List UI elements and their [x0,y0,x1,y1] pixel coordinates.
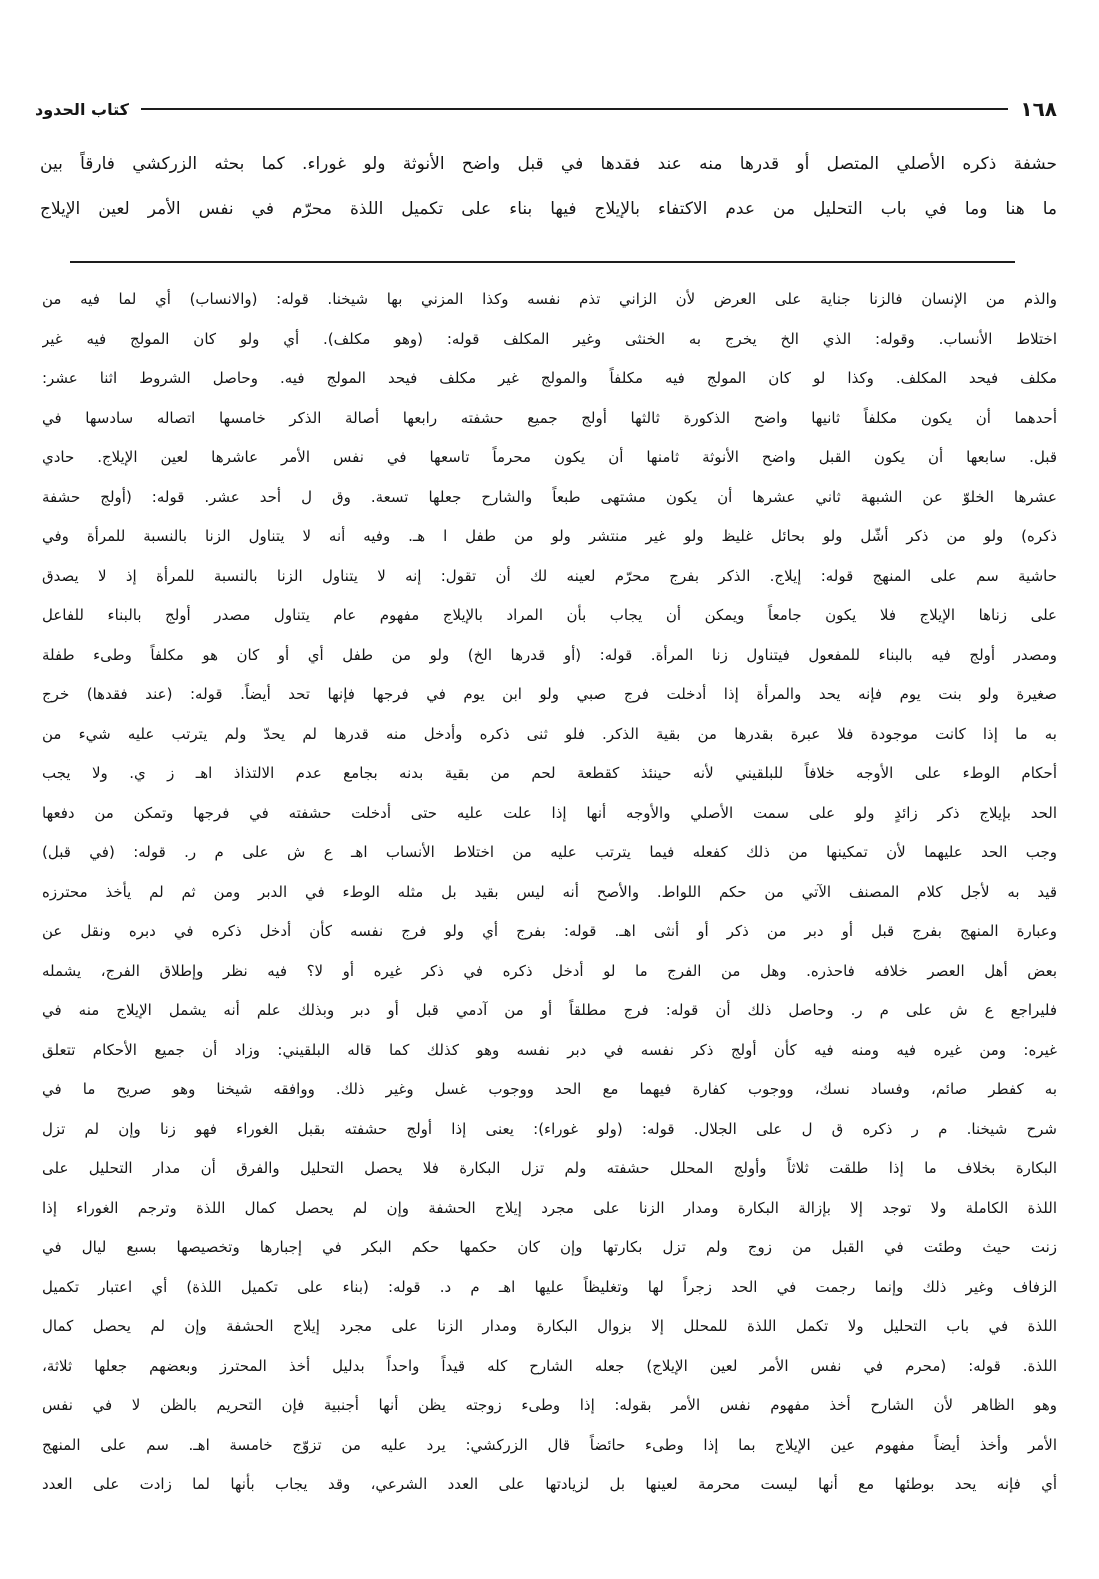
commentary-line: بعض أهل العصر خلافه فاحذره. وهل من الفرج ما لو أدخل ذكره في ذكر غيره أو لا؟ فيه نظر وإطلاق الفرج، يشمله [42,961,1057,980]
commentary-line: صغيرة ولو بنت يوم فإنه يحد والمرأة إذا أدخلت فرج صبي ولو ابن يوم في فرجها فإنها تحد أيضاً. قوله: (عند فقدها) خرج [42,685,1057,703]
commentary-line: عشرها الخلوّ عن الشبهة ثاني عشرها أن يكون مشتهى طبعاً والشارح جعلها تسعة. وق ل أحد عشر. قوله: (أولج حشفة [42,487,1057,506]
commentary-line: ومصدر أولج فيه بالبناء للمفعول فيتناول زنا المرأة. قوله: (أو قدرها الخ) ولو من طفل أي أو كان هو مكلفاً وطىء طفلة [42,645,1057,664]
main-text-line: ما هنا وما في باب التحليل من عدم الاكتفاء بالإيلاج فيها بناء على تكميل اللذة محرّم في نفس الأمر لعين الإيلاج [40,199,1057,219]
commentary-line: قيد به لأجل كلام المصنف الآتي من حكم اللواط. والأصح أنه ليس بقيد بل مثله الوطء في الدبر ومن ثم لم يأخذ محترزه [42,882,1057,901]
commentary-line: الزفاف وغير ذلك وإنما رجمت في الحد زجراً لها وتغليظاً عليها اهـ م د. قوله: (بناء على تكميل اللذة) أي اعتبار تكميل [42,1277,1057,1296]
page-header [35,96,1057,122]
commentary-line: زنت حيث وطئت في القبل من زوج ولم تزل بكارتها وإن كان حكمها حكم البكر في إجبارها وتخصيصها بسبع ليال في [42,1238,1057,1256]
commentary-line: البكارة بخلاف ما إذا طلقت ثلاثاً وأولج المحلل حشفته ولم تزل البكارة فلا يحصل التحليل والفرق أن مدار التحليل على [42,1159,1057,1177]
commentary-line: به ما إذا كانت موجودة فلا عبرة بقدرها من بقية الذكر. فلو ثنى ذكره وأدخل منه قدرها لم يحدّ ولم يترتب عليه شيء من [42,724,1057,743]
commentary-line: أحدهما أن يكون مكلفاً ثانيها واضح الذكورة ثالثها أولج جميع حشفته رابعها أصالة الذكر خامسها اتصاله سادسها في [42,408,1057,427]
commentary-line: وعبارة المنهج بفرج قبل أو دبر من ذكر أو أنثى اهـ. قوله: بفرج أي ولو فرج نفسه كأن أدخل ذكره في دبره ونقل عن [42,922,1057,940]
commentary-line: فليراجع ع ش على م ر. وحاصل ذلك أن قوله: فرج مطلقاً أو من آدمي قبل أو دبر وبذلك علم أنه يشمل الإيلاج منه في [42,1001,1057,1019]
commentary-line: والذم من الإنسان فالزنا جناية على العرض لأن الزاني تذم نفسه وكذا المزني بها شيخنا. قوله: (والانساب) أي لما فيه من [42,290,1057,308]
commentary-line: اختلاط الأنساب. وقوله: الذي الخ يخرج به الخنثى وغير المكلف قوله: (وهو مكلف). أي ولو كان المولج فيه غير [42,329,1057,348]
commentary-line: أحكام الوطء على الأوجه خلافاً للبلقيني لأنه حينئذ كقطعة لحم من بقية بدنه بجامع عدم الالتذاذ اهـ ز ي. ولا يجب [42,764,1057,782]
commentary-line: الحد بإيلاج ذكر زائدٍ ولو على سمت الأصلي والأوجه أنها إذا علت عليه حتى أدخلت حشفته في فرجها وتمكن من دفعها [42,803,1057,822]
commentary-line: اللذة. قوله: (محرم في نفس الأمر لعين الإيلاج) جعله الشارح كله قيداً واحداً بدليل أخذ المحترز وبعضهم جعلها ثلاثة، [42,1356,1057,1375]
commentary-line: وجب الحد عليهما لأن تمكينها من ذلك كفعله فيما يترتب عليه من اختلاط الأنساب اهـ ع ش على م ر. قوله: (في قبل) [42,843,1057,861]
commentary-line: حاشية سم على المنهج قوله: إيلاج. الذكر بفرج محرّم لعينه لك أن تقول: إنه لا يتناول الزنا بالنسبة للمرأة إذ لا يصدق [42,566,1057,585]
main-text [40,142,1057,232]
commentary-line: الأمر وأخذ أيضاً مفهوم عين الإيلاج بما إذا وطىء حائضاً قال الزركشي: يرد عليه من تزوّج خامسة اهـ. سم على المنهج [42,1435,1057,1454]
running-title: كتاب الحدود [35,99,129,119]
commentary-line: شرح شيخنا. م ر ذكره ق ل على الجلال. قوله: (ولو غوراء): يعنى إذا أولج حشفته بقبل الغوراء فهو زنا وإن لم تزل [42,1119,1057,1138]
commentary-block [42,280,1057,1505]
header-rule [141,108,1008,110]
commentary-line: على زناها الإيلاج فلا يكون جامعاً ويمكن أن يجاب بأن المراد بالإيلاج مفهوم عام يتناول مصدر أولج بالبناء للفاعل [42,606,1057,624]
commentary-line: قبل. سابعها أن يكون القبل واضح الأنوثة ثامنها أن يكون محرماً تاسعها في نفس الأمر عاشرها لعين الإيلاج. حادي [42,448,1057,466]
commentary-line: ذكره) ولو من ذكر أشّل ولو بحائل غليظ ولو غير منتشر ولو من طفل ا هـ. وفيه أنه لا يتناول الزنا بالنسبة للمرأة وفي [42,527,1057,545]
commentary-line: اللذة الكاملة ولا توجد إلا بإزالة البكارة ومدار الزنا على مجرد إيلاج الحشفة وإن لم يحصل كمال اللذة وترجم الغوراء إذا [42,1198,1057,1217]
main-text-line: حشفة ذكره الأصلي المتصل أو قدرها منه عند فقدها في قبل واضح الأنوثة ولو غوراء. كما بحثه الزركشي فارقاً بين [40,154,1057,174]
commentary-line: به كفطر صائم، وفساد نسك، ووجوب كفارة فيهما مع الحد ووجوب غسل وغير ذلك. ووافقه شيخنا وهو صريح ما في [42,1080,1057,1098]
commentary-line: اللذة في باب التحليل ولا تكمل اللذة للمحلل إلا بزوال البكارة ومدار الزنا على مجرد إيلاج الحشفة وإن لم يحصل كمال [42,1317,1057,1335]
commentary-line: وهو الظاهر لأن الشارح أخذ مفهوم نفس الأمر بقوله: إذا وطىء زوجته يظن أنها أجنبية فإن التحريم بالظن لا في نفس [42,1396,1057,1414]
commentary-line: مكلف فيحد المكلف. وكذا لو كان المولج فيه مكلفاً والمولج غير مكلف فيحد المولج فيه. وحاصل الشروط اثنا عشر: [42,369,1057,387]
section-separator [70,261,1015,263]
page-number: ١٦٨ [1020,97,1057,121]
commentary-line: أي فإنه يحد بوطئها مع أنها ليست محرمة لعينها بل لزيادتها على العدد الشرعي، وقد يجاب بأنها لما زادت على العدد [42,1475,1057,1493]
commentary-line: غيره: ومن غيره فيه ومنه فيه كأن أولج ذكر نفسه في دبر نفسه وهو كذلك كما قاله البلقيني: وزاد أن جميع الأحكام تتعلق [42,1040,1057,1059]
